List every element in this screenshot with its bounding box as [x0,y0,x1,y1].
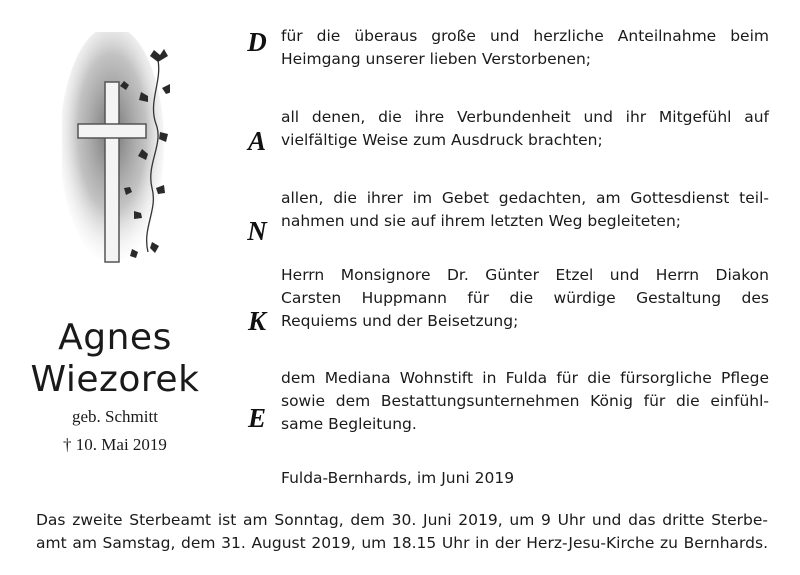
paragraph-line: Carsten Huppmann für die würdige Gestaltung des [281,289,769,307]
danke-letter-a: A [247,126,266,156]
footer-line: amt am Samstag, dem 31. August 2019, um 18.15 Uhr in der Herz-Jesu-Kirche zu Bernhards. [36,534,768,552]
danke-paragraph-5 [281,367,769,436]
footer-service-notice [36,509,768,555]
paragraph-line: Requiems und der Beisetzung; [281,312,519,330]
cross-with-ivy-image [62,32,170,274]
deceased-death-date: † 10. Mai 2019 [63,435,167,454]
place-date-text: Fulda-Bernhards, im Juni 2019 [281,469,515,487]
danke-paragraph-2 [281,106,769,152]
danke-paragraph-4 [281,264,769,333]
paragraph-line: all denen, die ihre Verbundenheit und ihr Mitgefühl auf [281,108,769,126]
footer-line: Das zweite Sterbeamt ist am Sonntag, dem 30. Juni 2019, um 9 Uhr und das dritte Sterbe- [36,511,768,529]
place-date [281,467,769,490]
danke-paragraph-3 [281,187,769,233]
danke-letter-e: E [247,403,266,433]
paragraph-line: Heimgang unserer lieben Verstorbenen; [281,50,592,68]
paragraph-line: same Begleitung. [281,415,417,433]
paragraph-line: Herrn Monsignore Dr. Günter Etzel und Herrn Diakon [281,266,769,284]
danke-paragraph-1 [281,25,769,71]
danke-letter-d: D [247,27,267,57]
paragraph-line: für die überaus große und herzliche Anteilnahme beim [281,27,769,45]
deceased-first-name: Agnes [58,317,172,358]
danke-letter-k: K [247,306,266,336]
danke-letter-n: N [247,216,267,246]
paragraph-line: dem Mediana Wohnstift in Fulda für die fürsorgliche Pflege [281,369,769,387]
cross-icon [62,32,170,274]
deceased-last-name: Wiezorek [30,359,200,400]
paragraph-line: allen, die ihrer im Gebet gedachten, am Gottesdienst teil- [281,189,769,207]
paragraph-line: sowie dem Bestattungsunternehmen König für die einfühl- [281,392,769,410]
paragraph-line: vielfältige Weise zum Ausdruck brachten; [281,131,603,149]
deceased-born-name: geb. Schmitt [72,407,158,426]
paragraph-line: nahmen und sie auf ihrem letzten Weg begleiteten; [281,212,681,230]
